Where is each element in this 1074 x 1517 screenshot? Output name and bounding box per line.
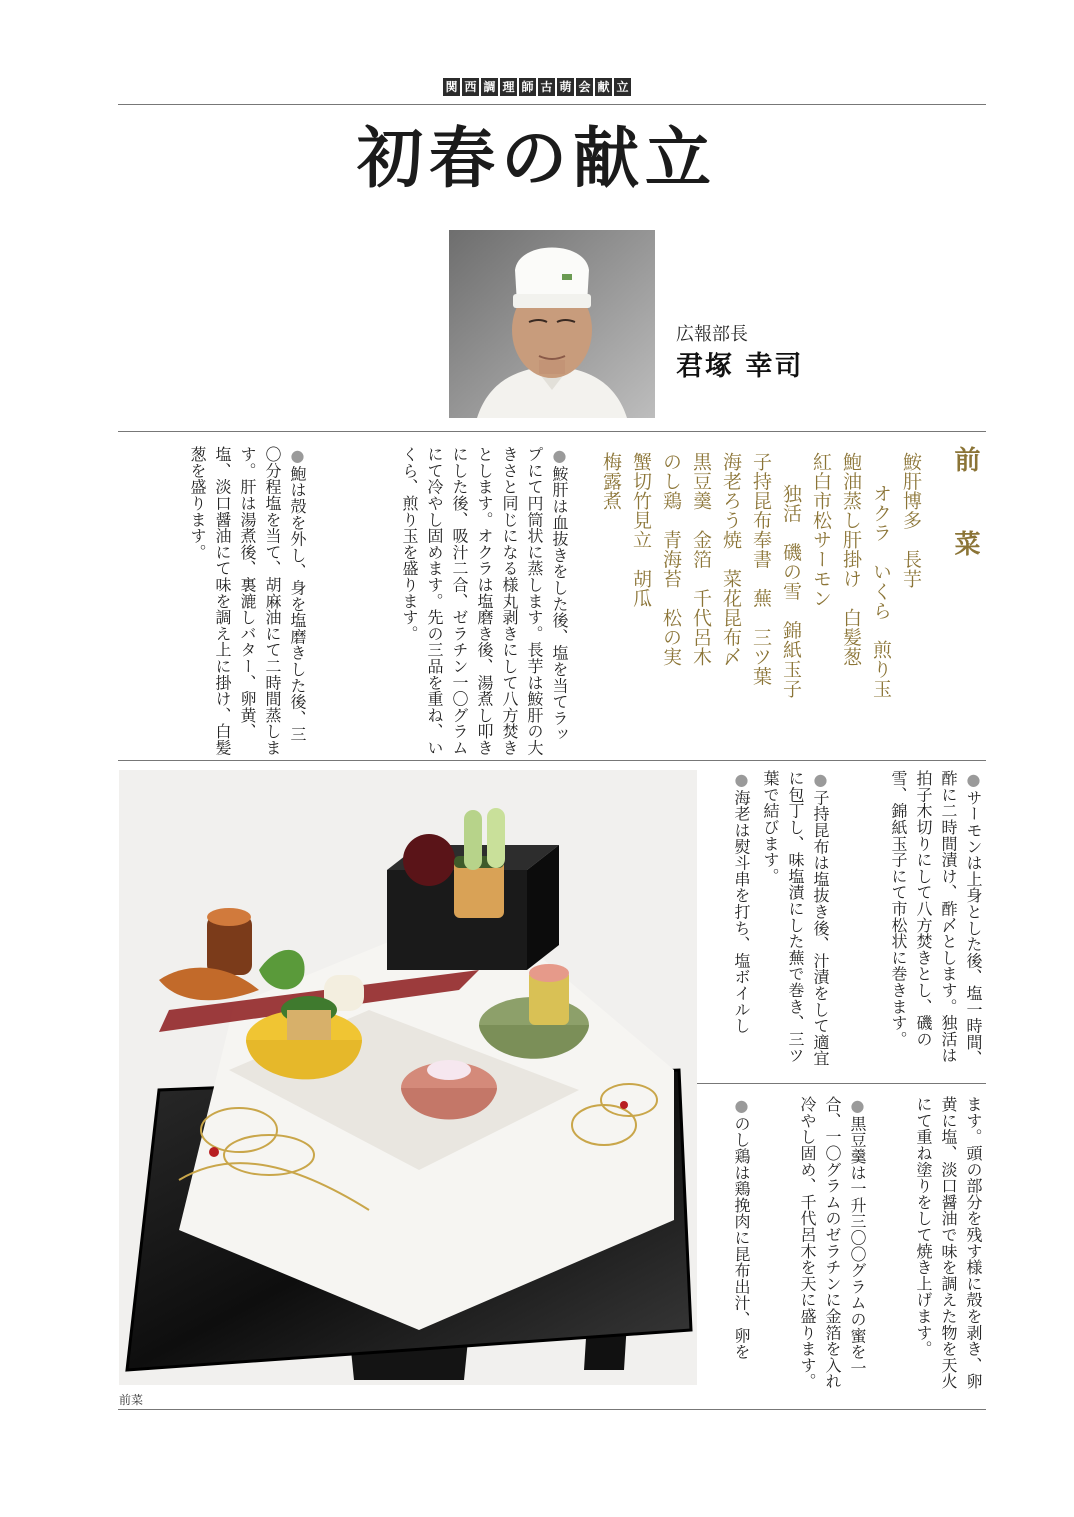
series-label-char: 調: [481, 78, 498, 96]
page-title: 初春の献立: [357, 119, 717, 197]
footer-rule: [118, 1409, 986, 1410]
series-label-char: 理: [500, 78, 517, 96]
right-column-rule: [697, 1083, 986, 1084]
chef-name: 君塚 幸司: [676, 351, 804, 382]
series-label-char: 萌: [557, 78, 574, 96]
series-label-char: 師: [519, 78, 536, 96]
food-photo: [119, 770, 697, 1385]
recipe-text-ankimo: ● 鮟肝は血抜きをした後、塩を当てラップにて円筒状に蒸します。長芋は鮟肝の大きさと同じになる様丸剥きにして八方焚きとします。オクラは塩磨き後、湯煮し叩きにした後、吸汁二合、ゼラチン一〇グラムにて冷やし固めます。先の三品を重ね、いくら、煎り玉を盛ります。: [318, 446, 572, 756]
photo-caption: 前菜: [119, 1393, 144, 1407]
recipe-text-noshidori: ● のし鶏は鶏挽肉に昆布出汁、卵を: [718, 1096, 754, 1396]
chef-portrait: [449, 230, 655, 418]
header-rule: [118, 104, 986, 105]
section-rule-mid: [118, 760, 986, 761]
menu-item: 鮑油蒸し肝掛け 白髪葱: [840, 452, 862, 667]
series-label-char: 会: [576, 78, 593, 96]
recipe-text-kazunoko: ● 子持昆布は塩抜き後、汁漬をして適宜に包丁し、味塩漬にした蕪で巻き、三ツ葉で結びます。: [758, 770, 833, 1075]
menu-item: 独活 磯の雪 錦紙玉子: [780, 484, 802, 699]
series-label-char: 献: [595, 78, 612, 96]
series-label-char: 古: [538, 78, 555, 96]
menu-item: 海老ろう焼 菜花昆布〆: [720, 452, 742, 667]
recipe-text-ebi-start: ● 海老は熨斗串を打ち、塩ボイルし: [718, 770, 754, 1075]
menu-item: 蟹切竹見立 胡瓜: [630, 452, 652, 608]
menu-item: オクラ いくら 煎り玉: [870, 484, 892, 699]
section-rule-top: [118, 431, 986, 432]
menu-item: のし鶏 青海苔 松の実: [660, 452, 682, 667]
recipe-text-salmon: ● サーモンは上身とした後、塩一時間、酢に二時間漬け、酢〆とします。独活は拍子木切りにして八方焚きとし、磯の雪、錦紙玉子にて市松状に巻きます。: [838, 770, 986, 1075]
series-label-char: 西: [462, 78, 479, 96]
menu-item: 子持昆布奉書 蕪 三ツ葉: [750, 452, 772, 686]
menu-item: 黒豆羹 金箔 千代呂木: [690, 452, 712, 667]
chef-role: 広報部長: [676, 324, 748, 345]
recipe-text-ebi-cont: ます。頭の部分を残す様に殻を剥き、卵黄に塩、淡口醤油で味を調えた物を天火にて重ね塗りをして焼き上げます。: [914, 1096, 983, 1390]
recipe-text-awabi: ● 鮑は殻を外し、身を塩磨きした後、三〇分程塩を当て、胡麻油にて二時間蒸します。肝は湯煮後、裏漉しバター、卵黄、塩、淡口醤油にて味を調え上に掛け、白髪葱を盛ります。: [130, 446, 310, 756]
recipe-text-kuromame: ● 黒豆羹は一升三〇〇グラムの蜜を一合、一〇グラムのゼラチンに金箔を入れ冷やし固め、千代呂木を天に盛ります。: [758, 1096, 870, 1396]
series-label: [0, 78, 1074, 96]
series-label-char: 立: [614, 78, 631, 96]
menu-item: 鮟肝博多 長芋: [900, 452, 922, 589]
menu-item: 梅露煮: [600, 452, 622, 511]
menu-title: 前 菜: [950, 446, 980, 570]
menu-item: 紅白市松サーモン: [810, 452, 832, 608]
series-label-char: 関: [443, 78, 460, 96]
